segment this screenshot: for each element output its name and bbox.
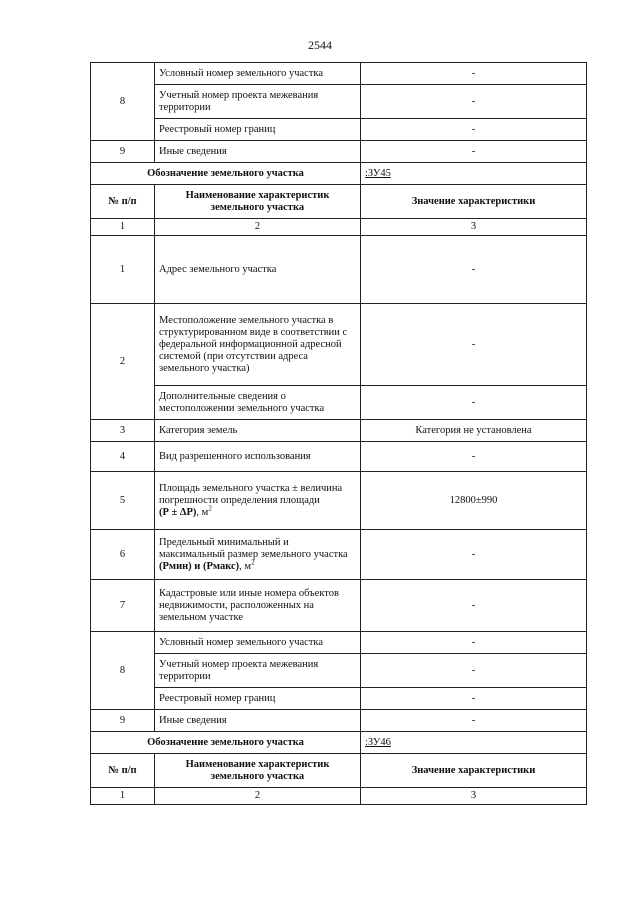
- field-value: -: [361, 530, 587, 580]
- column-header-number: № п/п: [91, 754, 155, 788]
- field-value: -: [361, 119, 587, 141]
- column-header-value: Значение характеристики: [361, 754, 587, 788]
- row-number: 8: [91, 63, 155, 141]
- field-value: -: [361, 386, 587, 420]
- table-row: [91, 119, 587, 141]
- row-number: 9: [91, 141, 155, 163]
- row-number: 9: [91, 710, 155, 732]
- field-name-text: Предельный минимальный и максимальный размер земельного участка: [159, 536, 348, 560]
- column-index-row: [91, 788, 587, 805]
- row-number: 6: [91, 530, 155, 580]
- page-number: 2544: [308, 38, 332, 52]
- table-row: [91, 236, 587, 304]
- field-value: -: [361, 632, 587, 654]
- land-plot-table: [90, 62, 587, 805]
- field-name: Условный номер земельного участка: [155, 63, 361, 85]
- formula: (Р ± ΔР): [159, 506, 197, 518]
- field-value: -: [361, 85, 587, 119]
- field-value: Категория не установлена: [361, 420, 587, 442]
- row-number: 8: [91, 632, 155, 710]
- column-header-value: Значение характеристики: [361, 185, 587, 219]
- field-name: Реестровый номер границ: [155, 119, 361, 141]
- field-name: [155, 472, 361, 530]
- table-row: [91, 442, 587, 472]
- column-index: 1: [91, 219, 155, 236]
- field-name: Категория земель: [155, 420, 361, 442]
- designation-label: Обозначение земельного участка: [91, 163, 361, 185]
- designation-row: [91, 732, 587, 754]
- field-name: Реестровый номер границ: [155, 688, 361, 710]
- field-name: Кадастровые или иные номера объектов недвижимости, расположенных на земельном участке: [155, 580, 361, 632]
- column-index: 3: [361, 788, 587, 805]
- table-row: [91, 530, 587, 580]
- header-row: [91, 754, 587, 788]
- column-index: 1: [91, 788, 155, 805]
- unit-superscript: 2: [208, 504, 212, 512]
- column-index: 2: [155, 219, 361, 236]
- row-number: 4: [91, 442, 155, 472]
- field-value: -: [361, 236, 587, 304]
- plot-designation: :ЗУ46: [361, 732, 587, 754]
- column-header-number: № п/п: [91, 185, 155, 219]
- header-row: [91, 185, 587, 219]
- table-row: [91, 710, 587, 732]
- field-value: -: [361, 304, 587, 386]
- table-row: [91, 304, 587, 386]
- unit: , м: [239, 560, 252, 572]
- table-row: [91, 580, 587, 632]
- formula: (Рмин) и (Рмакс): [159, 560, 240, 572]
- field-value: -: [361, 141, 587, 163]
- table-row: [91, 141, 587, 163]
- field-name: Иные сведения: [155, 710, 361, 732]
- field-value: -: [361, 442, 587, 472]
- table-row: [91, 85, 587, 119]
- field-value: 12800±990: [361, 472, 587, 530]
- table-row: [91, 386, 587, 420]
- field-name: Адрес земельного участка: [155, 236, 361, 304]
- field-value: -: [361, 654, 587, 688]
- table-row: [91, 632, 587, 654]
- table-row: [91, 654, 587, 688]
- column-index-row: [91, 219, 587, 236]
- designation-label: Обозначение земельного участка: [91, 732, 361, 754]
- row-number: 3: [91, 420, 155, 442]
- table-row: [91, 420, 587, 442]
- field-value: -: [361, 63, 587, 85]
- table-row: [91, 63, 587, 85]
- row-number: 1: [91, 236, 155, 304]
- column-header-name: Наименование характеристик земельного участка: [155, 754, 361, 788]
- field-name: Учетный номер проекта межевания территории: [155, 654, 361, 688]
- designation-row: [91, 163, 587, 185]
- table-row: [91, 472, 587, 530]
- unit: , м: [196, 506, 209, 518]
- column-index: 2: [155, 788, 361, 805]
- field-name: Учетный номер проекта межевания территории: [155, 85, 361, 119]
- field-name: [155, 530, 361, 580]
- column-header-name: Наименование характеристик земельного участка: [155, 185, 361, 219]
- unit-superscript: 2: [251, 558, 255, 566]
- plot-designation: :ЗУ45: [361, 163, 587, 185]
- field-value: -: [361, 688, 587, 710]
- field-name: Условный номер земельного участка: [155, 632, 361, 654]
- row-number: 7: [91, 580, 155, 632]
- column-index: 3: [361, 219, 587, 236]
- table-row: [91, 688, 587, 710]
- field-value: -: [361, 580, 587, 632]
- row-number: 5: [91, 472, 155, 530]
- row-number: 2: [91, 304, 155, 420]
- field-name-text: Площадь земельного участка ± величина погрешности определения площади: [159, 482, 343, 506]
- field-name: Вид разрешенного использования: [155, 442, 361, 472]
- field-name: Иные сведения: [155, 141, 361, 163]
- field-name: Местоположение земельного участка в структурированном виде в соответствии с федеральной информационной адресной системой (при отсутствии адреса земельного участка): [155, 304, 361, 386]
- field-value: -: [361, 710, 587, 732]
- field-name: Дополнительные сведения о местоположении земельного участка: [155, 386, 361, 420]
